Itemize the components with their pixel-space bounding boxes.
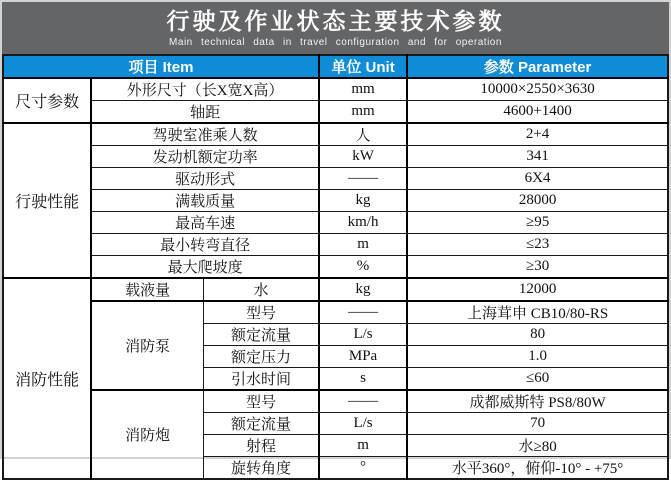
value-cell: 28000 xyxy=(407,190,668,212)
page-title: 行驶及作业状态主要技术参数 xyxy=(166,8,505,34)
unit-cell: MPa xyxy=(319,346,407,368)
unit-cell: km/h xyxy=(319,212,407,234)
table-row xyxy=(3,190,668,212)
item-cell: 额定流量 xyxy=(204,413,319,435)
unit-cell: ° xyxy=(319,457,407,480)
value-cell: 4600+1400 xyxy=(407,101,668,124)
unit-cell: s xyxy=(319,368,407,391)
item-cell: 型号 xyxy=(204,390,319,413)
column-header-parameter: 参数 Parameter xyxy=(407,55,668,78)
table-row xyxy=(3,123,668,146)
table-row xyxy=(3,301,668,324)
table-row xyxy=(3,168,668,190)
item-cell: 驾驶室准乘人数 xyxy=(91,123,319,146)
unit-cell: kW xyxy=(319,146,407,168)
unit-cell: —— xyxy=(319,168,407,190)
unit-cell: m xyxy=(319,435,407,457)
page-subtitle: Main technical data in travel configuration and for operation xyxy=(169,37,502,48)
unit-cell: —— xyxy=(319,301,407,324)
item-cell: 型号 xyxy=(204,301,319,324)
column-header-item: 项目 Item xyxy=(3,55,319,78)
column-header-unit: 单位 Unit xyxy=(319,55,407,78)
unit-cell: L/s xyxy=(319,413,407,435)
subgroup-cell-pump: 消防泵 xyxy=(91,301,203,390)
spec-table xyxy=(2,54,669,480)
group-cell-dimensions: 尺寸参数 xyxy=(3,78,91,123)
unit-cell: % xyxy=(319,256,407,279)
item-cell: 最小转弯直径 xyxy=(91,234,319,256)
table-row xyxy=(3,146,668,168)
value-cell: 341 xyxy=(407,146,668,168)
unit-cell: mm xyxy=(319,78,407,101)
table-row xyxy=(3,234,668,256)
title-bar xyxy=(2,2,669,54)
subgroup-cell-liquid: 载液量 xyxy=(91,278,203,301)
unit-cell: mm xyxy=(319,101,407,124)
item-cell: 外形尺寸（长X宽X高） xyxy=(91,78,319,101)
item-cell: 最大爬坡度 xyxy=(91,256,319,279)
value-cell: 12000 xyxy=(407,278,668,301)
item-cell: 额定流量 xyxy=(204,324,319,346)
item-cell: 驱动形式 xyxy=(91,168,319,190)
value-cell: 70 xyxy=(407,413,668,435)
unit-cell: 人 xyxy=(319,123,407,146)
item-cell: 轴距 xyxy=(91,101,319,124)
unit-cell: kg xyxy=(319,278,407,301)
table-row xyxy=(3,256,668,279)
value-cell: 1.0 xyxy=(407,346,668,368)
value-cell: 6X4 xyxy=(407,168,668,190)
value-cell: ≥30 xyxy=(407,256,668,279)
table-row xyxy=(3,78,668,101)
value-cell: 成都威斯特 PS8/80W xyxy=(407,390,668,413)
value-cell: 2+4 xyxy=(407,123,668,146)
header-row xyxy=(3,55,668,78)
item-cell: 射程 xyxy=(204,435,319,457)
item-cell: 额定压力 xyxy=(204,346,319,368)
table-row xyxy=(3,278,668,301)
value-cell: ≥95 xyxy=(407,212,668,234)
value-cell: 80 xyxy=(407,324,668,346)
table-row xyxy=(3,212,668,234)
group-cell-firefighting: 消防性能 xyxy=(3,278,91,479)
value-cell: 上海茸申 CB10/80-RS xyxy=(407,301,668,324)
value-cell: 10000×2550×3630 xyxy=(407,78,668,101)
item-cell: 水 xyxy=(204,278,319,301)
subgroup-cell-monitor: 消防炮 xyxy=(91,390,203,479)
value-cell: 水≥80 xyxy=(407,435,668,457)
value-cell: 水平360°，俯仰-10° - +75° xyxy=(407,457,668,480)
item-cell: 最高车速 xyxy=(91,212,319,234)
value-cell: ≤60 xyxy=(407,368,668,391)
item-cell: 满载质量 xyxy=(91,190,319,212)
item-cell: 发动机额定功率 xyxy=(91,146,319,168)
group-cell-travel: 行驶性能 xyxy=(3,123,91,278)
table-row xyxy=(3,101,668,124)
unit-cell: kg xyxy=(319,190,407,212)
unit-cell: m xyxy=(319,234,407,256)
item-cell: 旋转角度 xyxy=(204,457,319,480)
table-row xyxy=(3,390,668,413)
unit-cell: L/s xyxy=(319,324,407,346)
unit-cell: —— xyxy=(319,390,407,413)
item-cell: 引水时间 xyxy=(204,368,319,391)
value-cell: ≤23 xyxy=(407,234,668,256)
